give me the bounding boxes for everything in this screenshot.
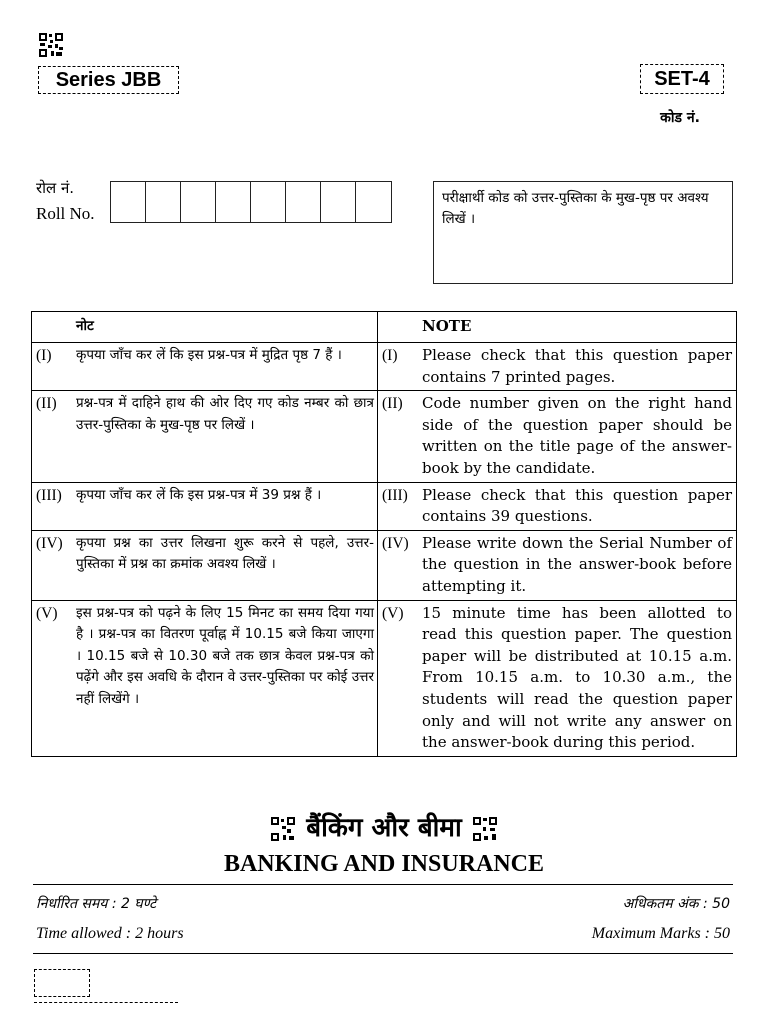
time-allowed-hindi: निर्धारित समय : 2 घण्टे [36, 896, 157, 912]
instruction-english: 15 minute time has been allotted to read this question paper. The question paper will be distributed at 10.15 a.m. From 10.15 a.m. to 10.30 a.m., the students will read the question paper only and will not write any answer on the answer-book during this period. [418, 600, 737, 756]
code-number-label: कोड नं. [660, 110, 700, 126]
time-allowed-english: Time allowed : 2 hours [36, 925, 184, 942]
set-label: SET-4 [640, 64, 724, 94]
item-number: (II) [32, 391, 73, 482]
divider [33, 953, 733, 954]
note-heading-english: NOTE [418, 312, 737, 343]
instruction-hindi: कृपया जाँच कर लें कि इस प्रश्न-पत्र में मुद्रित पृष्ठ 7 हैं । [72, 343, 378, 391]
roll-label-english: Roll No. [36, 204, 95, 223]
item-number: (IV) [378, 530, 419, 600]
instruction-hindi: प्रश्न-पत्र में दाहिने हाथ की ओर दिए गए कोड नम्बर को छात्र उत्तर-पुस्तिका के मुख-पृष्ठ पर लिखें । [72, 391, 378, 482]
instruction-english: Please check that this question paper contains 39 questions. [418, 482, 737, 530]
instruction-english: Please check that this question paper contains 7 printed pages. [418, 343, 737, 391]
table-row [32, 530, 737, 600]
qr-code-icon [270, 816, 296, 842]
maximum-marks-hindi: अधिकतम अंक : 50 [622, 896, 730, 912]
instruction-hindi: कृपया जाँच कर लें कि इस प्रश्न-पत्र में 39 प्रश्न हैं । [72, 482, 378, 530]
roll-digit-box [286, 182, 321, 222]
table-row [32, 343, 737, 391]
subject-hindi-text: बैंकिंग और बीमा [306, 813, 462, 843]
item-number: (IV) [32, 530, 73, 600]
roll-label-hindi: रोल नं. [36, 179, 75, 197]
table-row [32, 600, 737, 756]
item-number: (III) [32, 482, 73, 530]
roll-digit-box [216, 182, 251, 222]
maximum-marks-english: Maximum Marks : 50 [591, 925, 730, 942]
series-label: Series JBB [38, 66, 179, 94]
roll-number-boxes [110, 181, 392, 223]
item-number: (II) [378, 391, 419, 482]
table-header-row [32, 312, 737, 343]
roll-digit-box [111, 182, 146, 222]
table-row [32, 391, 737, 482]
divider [33, 884, 733, 885]
qr-code-icon [472, 816, 498, 842]
question-number-box [34, 969, 90, 997]
note-heading-hindi: नोट [72, 312, 378, 343]
roll-digit-box [181, 182, 216, 222]
item-number: (III) [378, 482, 419, 530]
roll-digit-box [251, 182, 286, 222]
subject-title-hindi [0, 808, 768, 844]
candidate-code-note: परीक्षार्थी कोड को उत्तर-पुस्तिका के मुख-पृष्ठ पर अवश्य लिखें । [433, 181, 733, 284]
roll-digit-box [356, 182, 391, 222]
item-number: (I) [32, 343, 73, 391]
subject-title-english: BANKING AND INSURANCE [223, 851, 545, 877]
instructions-table [31, 311, 737, 757]
qr-code-icon [38, 32, 64, 58]
item-number: (V) [32, 600, 73, 756]
instruction-hindi: कृपया प्रश्न का उत्तर लिखना शुरू करने से पहले, उत्तर-पुस्तिका में प्रश्न का क्रमांक अवश्य लिखें । [72, 530, 378, 600]
instruction-english: Please write down the Serial Number of the question in the answer-book before attempting it. [418, 530, 737, 600]
item-number: (V) [378, 600, 419, 756]
roll-digit-box [321, 182, 356, 222]
dashed-divider [34, 1002, 178, 1003]
table-row [32, 482, 737, 530]
item-number: (I) [378, 343, 419, 391]
roll-digit-box [146, 182, 181, 222]
instruction-hindi: इस प्रश्न-पत्र को पढ़ने के लिए 15 मिनट का समय दिया गया है । प्रश्न-पत्र का वितरण पूर्वाह्न में 10.15 बजे किया जाएगा । 10.15 बजे से 10.30 बजे तक छात्र केवल प्रश्न-पत्र को पढ़ेंगे और इस अवधि के दौरान वे उत्तर-पुस्तिका पर कोई उत्तर नहीं लिखेंगे । [72, 600, 378, 756]
instruction-english: Code number given on the right hand side of the question paper should be written on the title page of the answer-book by the candidate. [418, 391, 737, 482]
